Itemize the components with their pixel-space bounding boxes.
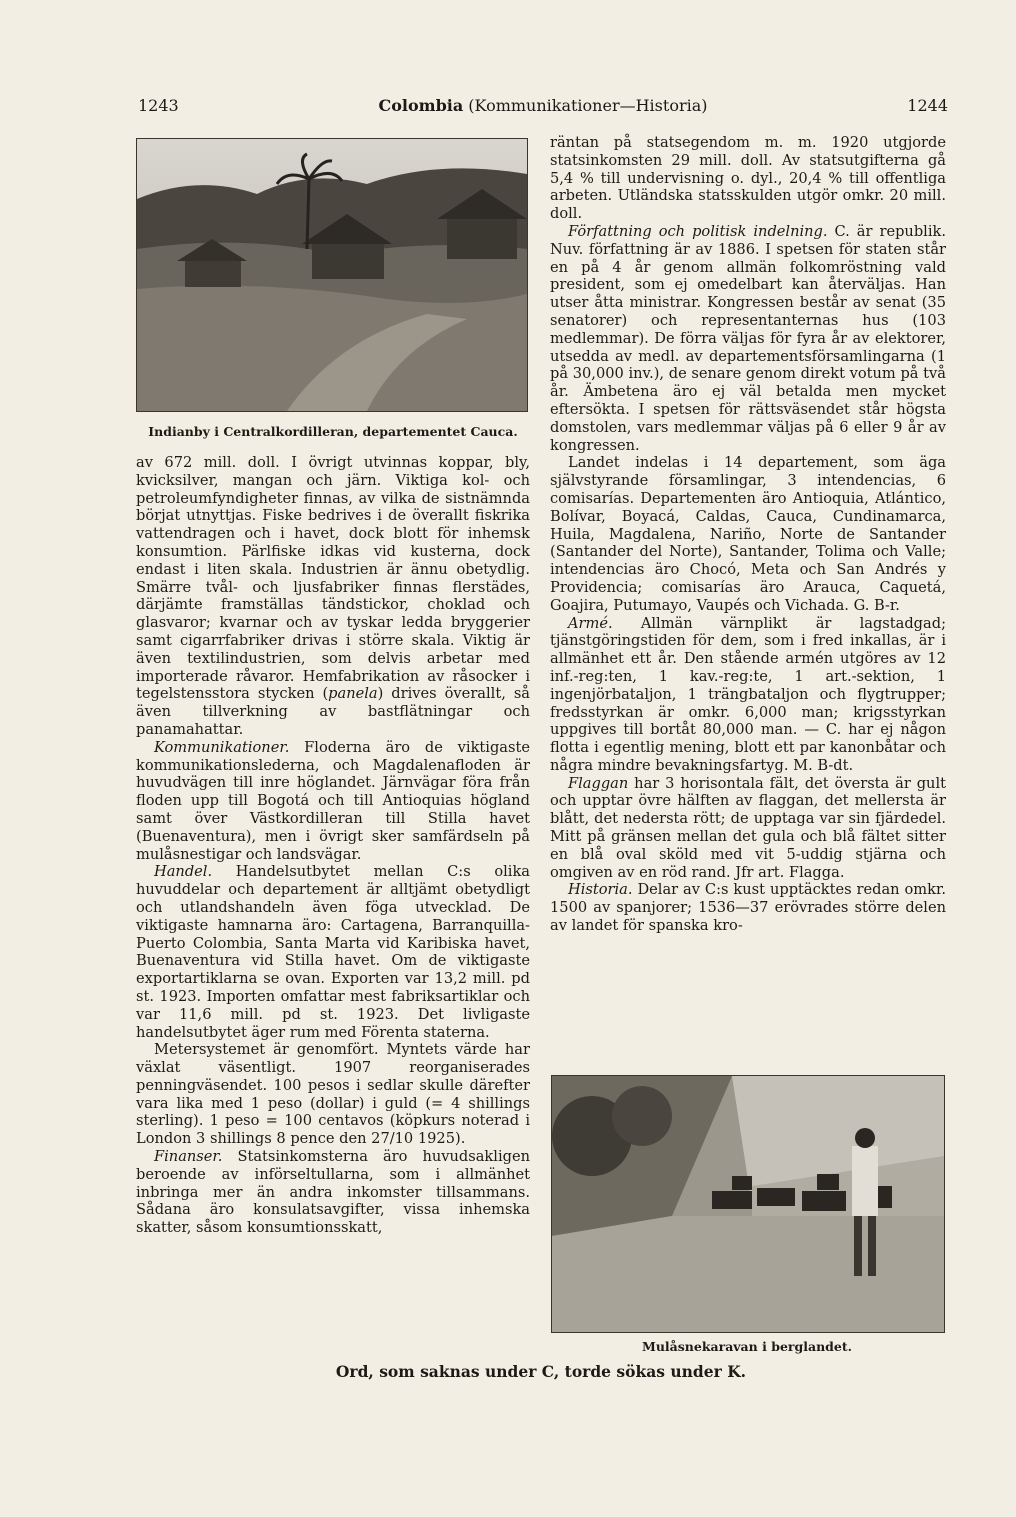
paragraph-historia: Historia. Delar av C:s kust upptäcktes redan omkr. 1500 av spanjorer; 1536—37 erövrades större delen av landet för spanska kro- — [550, 881, 946, 935]
running-title-rest: (Kommunikationer—Historia) — [468, 96, 708, 115]
paragraph-indelning: Landet indelas i 14 departement, som äga självstyrande församlingar, 3 intendencias, 6 comisarías. Departementen äro Antioquia, Atlántico, Bolívar, Boyacá, Caldas, Cauca, Cundinamarca, Huila, Magdalena, Nariño, Norte de Santander (Santander del Norte), Santander, Tolima och Valle; intendencias äro Chocó, Meta och San Andrés y Providencia; comisarías äro Arauca, Caquetá, Goajira, Putumayo, Vaupés och Vichada. G. B-r. — [550, 454, 946, 614]
page-number-left: 1243 — [138, 96, 179, 115]
paragraph-industry: av 672 mill. doll. I övrigt utvinnas koppar, bly, kvicksilver, mangan och järn. Viktiga kol- och petroleumfyndigheter finnas, av vilka de sistnämnda börjat utnyttjas. Fiske bedrives i de överallt fiskrika vattendragen och i havet, dock blott för inhemsk konsumtion. Pärlfiske idkas vid kusterna, dock endast i liten skala. Industrien är ännu obetydlig. Smärre tvål- och ljusfabriker finnas flerstädes, därjämte framställas tändstickor, choklad och glasvaror; kvarnar och av tyskar ledda bryggerier samt cigarrfabriker drivas i större skala. Viktig är även textilindustrien, som delvis arbetar med importerade råvaror. Hemfabrikation av råsocker i tegelstensstora stycken (panela) drives överallt, så även tillverkning av bastflätningar och panamahattar. — [136, 454, 531, 738]
section-label-historia: Historia. — [568, 881, 633, 899]
paragraph-forfattning: Författning och politisk indelning. C. är republik. Nuv. författning är av 1886. I spetsen för staten står en på 4 år genom allmän folkomröstning vald president, som ej omedelbart kan återväljas. Han utser åtta ministrar. Kongressen består av senat (35 senatorer) och representanternas hus (103 medlemmar). De förra väljas för fyra år av elektorer, utsedda av medl. av departementsförsamlingarna (1 på 30,000 inv.), de senare genom direkt votum på två år. Ämbetena äro ej väl betalda men mycket eftersökta. I spetsen för rättsväsendet står högsta domstolen, vars medlemmar väljas på 6 eller 9 år av kongressen. — [550, 222, 946, 454]
running-title-bold: Colombia — [378, 96, 464, 115]
section-label-kommunikationer: Kommunikationer. — [154, 738, 290, 756]
section-label-forfattning: Författning och politisk indelning. — [568, 222, 828, 240]
paragraph-metersystemet: Metersystemet är genomfört. Myntets värde har växlat väsentligt. 1907 reorganiserades penningväsendet. 100 pesos i sedlar skulle därefter vara lika med 1 peso (dollar) i guld (= 4 shillings sterling). 1 peso = 100 centavos (köpkurs noterad i London 3 shillings 8 pence den 27/10 1925). — [136, 1041, 530, 1148]
paragraph-arme: Armé. Allmän värnplikt är lagstadgad; tjänstgöringstiden för dem, som i fred inkallas, är i allmänhet ett år. Den stående armén utgöres av 12 inf.-reg:ten, 1 kav.-reg:te, 1 art.-sektion, 1 ingenjörbataljon, 1 trängbataljon och flygtrupper; fredsstyrkan är omkr. 6,000 man; krigsstyrkan uppgives till bortåt 80,000 man. — C. har ej någon flotta i egentlig mening, blott ett par kanonbåtar och några mindre bevakningsfartyg. M. B-dt. — [550, 614, 946, 774]
left-column — [136, 454, 530, 1237]
photo-caption-village: Indianby i Centralkordilleran, departementet Cauca. — [148, 424, 518, 439]
paragraph-handel: Handel. Handelsutbytet mellan C:s olika huvuddelar och departement är alltjämt obetydligt och utlandshandeln även föga utvecklad. De viktigaste hamnarna äro: Cartagena, Barranquilla-Puerto Colombia, Santa Marta vid Karibiska havet, Buenaventura vid Stilla havet. Om de viktigaste exportartiklarna se ovan. Exporten var 13,2 mill. pd st. 1923. Importen omfattar mest fabriksartiklar och var 11,6 mill. pd st. 1923. Det livligaste handelsutbytet äger rum med Förenta staterna. — [136, 863, 530, 1041]
paragraph-finanser: Finanser. Statsinkomsterna äro huvudsakligen beroende av införseltullarna, som i allmänhet inbringa mer än andra inkomster tillsammans. Sådana äro konsulatsavgifter, vissa inhemska skatter, såsom konsumtionsskatt, — [136, 1148, 530, 1237]
section-label-finanser: Finanser. — [154, 1148, 223, 1166]
photo-mule-caravan — [551, 1075, 945, 1333]
paragraph-flaggan: Flaggan har 3 horisontala fält, det översta är gult och upptar övre hälften av flaggan, det mellersta är blått, det nedersta rött; de upptaga var sin fjärdedel. Mitt på gränsen mellan det gula och blå fältet sitter en blå oval sköld med vit 5-uddig stjärna och omgiven av en röd rand. Jfr art. Flagga. — [550, 774, 946, 881]
paragraph-kommunikationer: Kommunikationer. Floderna äro de viktigaste kommunikationslederna, och Magdalenafloden är huvudvägen till inre höglandet. Järnvägar föra från floden upp till Bogotá och till Antioquias högland samt över Västkordilleran till Stilla havet (Buenaventura), men i övrigt sker samfärdseln på mulåsnestigar och landsvägar. — [136, 738, 530, 863]
paragraph-finances-cont: räntan på statsegendom m. m. 1920 utgjorde statsinkomsten 29 mill. doll. Av statsutgifterna gå 5,4 % till undervisning o. dyl., 20,4 % till offentliga arbeten. Utländska statsskulden utgör omkr. 20 mill. doll. — [550, 134, 946, 223]
page-number-right: 1244 — [907, 96, 948, 115]
right-column — [550, 134, 946, 935]
photo-indian-village — [136, 138, 528, 412]
page-header — [138, 96, 948, 120]
running-title — [138, 96, 948, 115]
photo-caption-mules: Mulåsnekaravan i berglandet. — [642, 1339, 852, 1354]
section-label-handel: Handel. — [154, 863, 213, 881]
section-label-flaggan: Flaggan — [568, 774, 629, 792]
page-footer-note: Ord, som saknas under C, torde sökas under K. — [335, 1362, 747, 1381]
section-label-arme: Armé. — [568, 614, 613, 632]
